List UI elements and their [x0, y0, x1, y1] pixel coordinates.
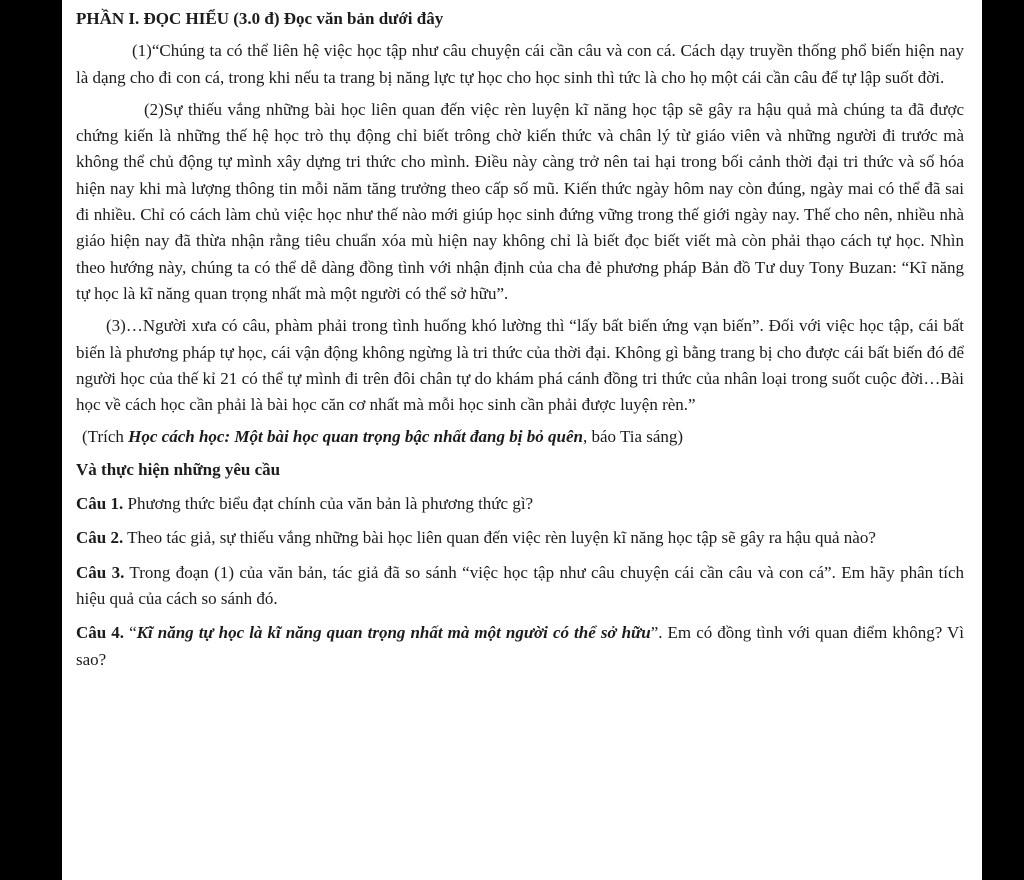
question-3-text: Trong đoạn (1) của văn bản, tác giả đã so sánh “việc học tập như câu chuyện cái cần câu và con cá”. Em hãy phân tích hiệu quả của cách so sánh đó.: [76, 562, 965, 608]
paragraph-2: (2)Sự thiếu vắng những bài học liên quan đến việc rèn luyện kĩ năng học tập sẽ gây ra hậu quả mà chúng ta đã được chứng kiến là những thế hệ học trò thụ động chỉ biết trông chờ kiến thức và chân lý từ giáo viên và những người đi trước mà không thể chủ động tự mình xây dựng tri thức cho mình. Điều này càng trở nên tai hại trong bối cảnh thời đại tri thức và số hóa hiện nay khi mà lượng thông tin mỗi năm tăng trưởng theo cấp số mũ. Kiến thức ngày hôm nay còn đúng, ngày mai có thể đã sai đi nhiều. Chỉ có cách làm chủ việc học như thế nào mới giúp học sinh đứng vững trong thế giới ngày nay. Thế cho nên, nhiều nhà giáo hiện nay đã thừa nhận rằng tiêu chuẩn xóa mù hiện nay không chỉ là biết đọc biết viết mà còn phải thạo cách tự học. Nhìn theo hướng này, chúng ta có thể dễ dàng đồng tình với nhận định của cha đẻ phương pháp Bản đồ Tư duy Tony Buzan: “Kĩ năng tự học là kĩ năng quan trọng nhất mà một người có thể sở hữu”.: [76, 99, 964, 303]
question-4-quote: Kĩ năng tự học là kĩ năng quan trọng nhất mà một người có thể sở hữu: [136, 623, 651, 643]
question-4-post: ”. Em có đồng tình với quan điểm không? Vì sao?: [76, 623, 965, 669]
question-2-label: Câu 2.: [76, 528, 124, 548]
paragraph-3: (3)…Người xưa có câu, phàm phải trong tình huống khó lường thì “lấy bất biến ứng vạn biến”. Đối với việc học tập, cái bất biến là phương pháp tự học, cái vận động không ngừng là tri thức của thời đại. Không gì bằng trang bị cho được cái bất biến đó để người học của thế kỉ 21 có thể tự mình đi trên đôi chân tự do khám phá cánh đồng tri thức của nhân loại trong suốt cuộc đời…Bài học về cách học cần phải là bài học căn cơ nhất mà mỗi học sinh cần phải được luyện rèn.”: [76, 316, 964, 415]
requirements-heading: Và thực hiện những yêu cầu: [76, 459, 281, 479]
question-1-text: Phương thức biểu đạt chính của văn bản là phương thức gì?: [123, 494, 534, 514]
question-4: [76, 620, 964, 673]
question-1: [76, 491, 964, 517]
section-heading: PHẦN I. ĐỌC HIỂU (3.0 đ) Đọc văn bản dưới đây: [76, 9, 444, 28]
question-2-text: Theo tác giả, sự thiếu vắng những bài học liên quan đến việc rèn luyện kĩ năng học tập sẽ gây ra hậu quả nào?: [123, 528, 876, 548]
source-suffix: , báo Tia sáng): [582, 427, 684, 447]
source-title: Học cách học: Một bài học quan trọng bậc nhất đang bị bỏ quên: [128, 427, 583, 447]
question-4-pre: “: [124, 623, 137, 643]
question-2: [76, 525, 964, 551]
question-4-label: Câu 4.: [76, 623, 125, 643]
document-content: [76, 6, 964, 681]
source-citation: [76, 424, 964, 450]
question-3: [76, 560, 964, 613]
document-page: [62, 0, 982, 880]
question-1-label: Câu 1.: [76, 494, 124, 514]
question-3-label: Câu 3.: [76, 562, 125, 582]
paragraph-1: (1)“Chúng ta có thể liên hệ việc học tập như câu chuyện cái cần câu và con cá. Cách dạy truyền thống phổ biến hiện nay là dạng cho đi con cá, trong khi nếu ta trang bị năng lực tự học cho học sinh thì tức là cho họ một cái cần câu để tự lập suốt đời.: [76, 41, 964, 87]
source-prefix: (Trích: [82, 427, 129, 447]
